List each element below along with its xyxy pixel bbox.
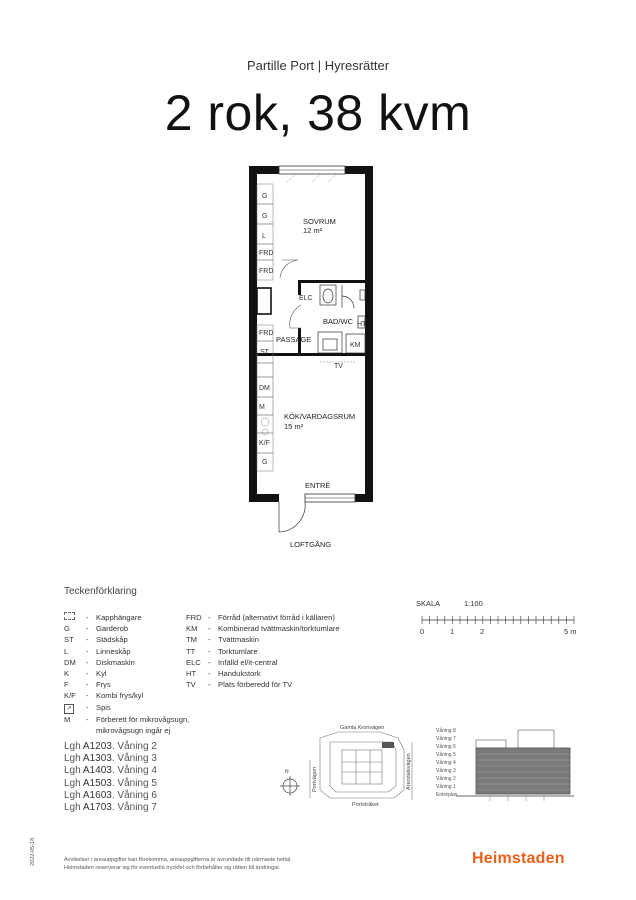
scale-tick-label: 0 xyxy=(420,627,425,636)
room-name: PASSAGE xyxy=(276,335,312,344)
cabinet-label: K/F xyxy=(259,440,270,447)
cabinet-label: FRD xyxy=(259,268,274,275)
legend-row: F - Frys xyxy=(64,680,111,690)
floor-label: Våning 5 xyxy=(436,752,456,758)
legend-row: DM - Diskmaskin xyxy=(64,657,135,667)
floor-label: Entréplan xyxy=(436,792,458,798)
cabinet-label: G xyxy=(262,459,268,466)
stove-icon: ↗ xyxy=(64,702,86,714)
cabinet-label: FRD xyxy=(259,330,274,337)
floor-label: Våning 3 xyxy=(436,768,456,774)
apartment-row: Lgh A1703. Våning 7 xyxy=(64,802,157,814)
scale-ratio: 1:100 xyxy=(464,599,483,608)
legend-row: M - Förberett för mikrovågsugn, xyxy=(64,714,190,724)
legend-row: TM - Tvättmaskin xyxy=(186,635,259,645)
legend-row: TT - Torktumlare xyxy=(186,646,258,656)
svg-text:N: N xyxy=(285,769,289,775)
coat-hanger-icon xyxy=(64,612,86,623)
current-building-marker xyxy=(382,742,394,748)
scale-tick-label: 1 xyxy=(450,627,455,636)
scale-tick-label: 2 xyxy=(480,627,485,636)
floor-label: Våning 2 xyxy=(436,776,456,782)
bedroom-door xyxy=(280,260,298,278)
apartment-row: Lgh A1303. Våning 3 xyxy=(64,753,157,765)
street-label: Portvägen xyxy=(312,766,318,792)
highlighted-floors xyxy=(476,748,570,794)
street-label: Arendalsvägen xyxy=(406,753,412,790)
street-label: Portstråket xyxy=(352,802,379,808)
apartment-row: Lgh A1203. Våning 2 xyxy=(64,741,157,752)
room-name: BAD/WC xyxy=(323,317,353,326)
building-elevation xyxy=(436,724,576,804)
room-name: SOVRUM xyxy=(303,217,336,226)
apartment-row: Lgh A1403. Våning 4 xyxy=(64,765,157,777)
legend-row: ELC - Infälld el/it-central xyxy=(186,657,278,667)
entry-door xyxy=(279,502,305,532)
site-plan xyxy=(280,720,420,815)
legend-left xyxy=(64,612,194,736)
floor-label: Våning 4 xyxy=(436,760,456,766)
floor-label: Våning 6 xyxy=(436,744,456,750)
cabinet-label: M xyxy=(259,404,265,411)
cabinet-label: ST xyxy=(260,349,269,356)
floor-label: Våning 8 xyxy=(436,728,456,734)
cabinet-label: FRD xyxy=(259,250,274,257)
street-label: Gamla Kronvägen xyxy=(340,725,385,731)
legend-row: TV - Plats förberedd för TV xyxy=(186,680,293,690)
project-subtitle: Partille Port | Hyresrätter xyxy=(246,58,390,73)
scale-bar xyxy=(414,596,584,640)
cabinet-label: G xyxy=(262,213,268,220)
legend-row: - Kapphängare xyxy=(64,612,194,623)
room-name: LOFTGÅNG xyxy=(290,540,332,549)
room-area: 12 m² xyxy=(303,226,323,235)
bathroom-door xyxy=(290,305,301,328)
room-name: KÖK/VARDAGSRUM xyxy=(284,412,356,421)
legend-row: ↗ - Spis xyxy=(64,702,194,714)
room-name: ENTRÉ xyxy=(305,481,331,490)
scale-label: SKALA xyxy=(416,599,441,608)
legend-row: K/F - Kombi frys/kyl xyxy=(64,691,144,701)
apartment-row: Lgh A1503. Våning 5 xyxy=(64,777,157,789)
stove xyxy=(261,418,269,435)
cabinet-label: L xyxy=(262,233,266,240)
legend-row: HT - Handukstork xyxy=(186,669,261,679)
legend-heading: Teckenförklaring xyxy=(64,586,137,597)
legend-right xyxy=(186,612,366,690)
legend-row: K - Kyl xyxy=(64,669,107,679)
floor-plan xyxy=(0,160,636,560)
legend-row: L - Linneskåp xyxy=(64,646,131,656)
apartment-row: Lgh A1603. Våning 6 xyxy=(64,789,157,801)
legend-row: mikrovågsugn ingår ej xyxy=(96,725,171,735)
brand-logo: Heimstaden xyxy=(472,850,565,867)
window-bedroom xyxy=(279,166,345,182)
legend-row: ST - Städskåp xyxy=(64,635,128,645)
print-date: 2022-05-18 xyxy=(30,837,36,866)
scale-tick-label: 5 m xyxy=(564,627,577,636)
compass-icon xyxy=(280,769,300,796)
cabinets xyxy=(257,184,273,471)
elc-label: ELC xyxy=(299,295,313,302)
legend-row: KM - Kombinerad tvättmaskin/torktumlare xyxy=(186,624,340,634)
floor-label: Våning 7 xyxy=(436,736,456,742)
entry-glazing xyxy=(305,494,355,502)
ht-label: HT xyxy=(357,321,367,328)
apartment-list xyxy=(64,741,157,814)
tv-label: TV xyxy=(334,363,343,370)
disclaimer: Avvikelser i areauppgifter kan förekomma, areauppgifterna är avrundade till närmaste heltal. Heimstaden reserverar sig för eventuella tryckfel och förbehåller sig rätten till ändringar. xyxy=(64,857,292,871)
cabinet-label: G xyxy=(262,193,268,200)
legend-row: FRD - Förråd (alternativt förråd i källaren) xyxy=(186,613,335,622)
floor-label: Våning 1 xyxy=(436,784,456,790)
cabinet-label: DM xyxy=(259,385,270,392)
legend-row: G - Garderob xyxy=(64,624,129,634)
apartment-title: 2 rok, 38 kvm xyxy=(164,85,472,141)
room-area: 15 m² xyxy=(284,422,304,431)
km-label: KM xyxy=(350,342,361,349)
